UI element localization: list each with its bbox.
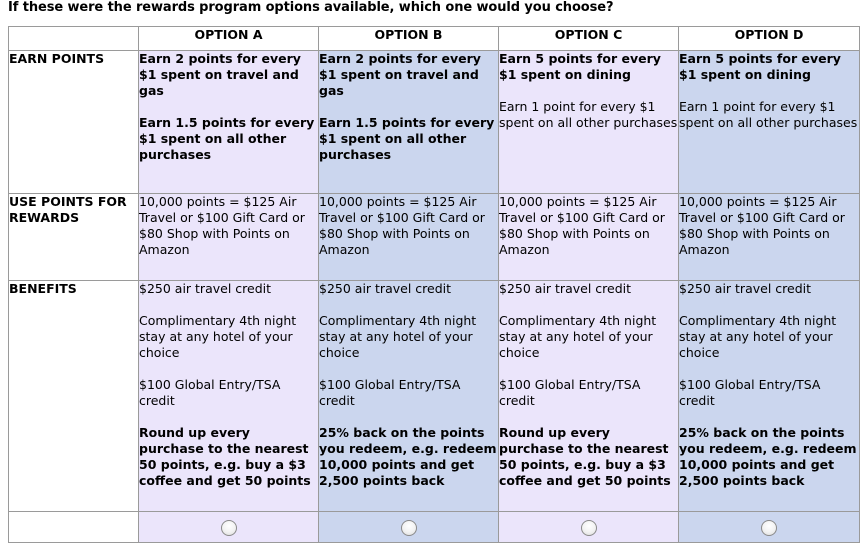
selection-row — [9, 512, 860, 543]
option-b-benefit-travel-credit: $250 air travel credit — [319, 281, 452, 296]
option-c-benefit-hotel-night: Complimentary 4th night stay at any hotel of your choice — [499, 313, 657, 360]
option-b-earn-cell — [319, 51, 499, 194]
option-a-radio-cell — [139, 512, 319, 543]
option-d-header: OPTION D — [679, 27, 860, 51]
option-d-benefit-hotel-night: Complimentary 4th night stay at any hotel of your choice — [679, 313, 837, 360]
option-d-benefits-cell — [679, 281, 860, 512]
option-b-header: OPTION B — [319, 27, 499, 51]
option-c-earn-cell — [499, 51, 679, 194]
options-grid — [8, 26, 860, 543]
use-points-label: USE POINTS FOR REWARDS — [9, 194, 139, 281]
option-d-benefit-global-entry: $100 Global Entry/TSA credit — [679, 377, 821, 408]
option-d-earn-secondary: Earn 1 point for every $1 spent on all other purchases — [679, 99, 858, 130]
option-a-benefit-special: Round up every purchase to the nearest 50 points, e.g. buy a $3 coffee and get 50 points — [139, 425, 311, 488]
header-blank-cell — [9, 27, 139, 51]
option-d-use-cell — [679, 194, 860, 281]
option-b-benefits-cell — [319, 281, 499, 512]
option-a-benefit-global-entry: $100 Global Entry/TSA credit — [139, 377, 281, 408]
benefits-row — [9, 281, 860, 512]
earn-points-label: EARN POINTS — [9, 51, 139, 194]
option-a-earn-secondary: Earn 1.5 points for every $1 spent on all other purchases — [139, 115, 315, 162]
option-a-benefit-travel-credit: $250 air travel credit — [139, 281, 272, 296]
option-a-benefits-cell — [139, 281, 319, 512]
option-c-header: OPTION C — [499, 27, 679, 51]
option-b-use-text: 10,000 points = $125 Air Travel or $100 Gift Card or $80 Shop with Points on Amazon — [319, 194, 485, 257]
option-c-benefit-global-entry: $100 Global Entry/TSA credit — [499, 377, 641, 408]
option-d-radio-cell — [679, 512, 860, 543]
option-a-earn-primary: Earn 2 points for every $1 spent on travel and gas — [139, 51, 301, 98]
option-b-earn-primary: Earn 2 points for every $1 spent on travel and gas — [319, 51, 481, 98]
option-d-benefit-travel-credit: $250 air travel credit — [679, 281, 812, 296]
question-text: If these were the rewards program options available, which one would you choose? — [8, 0, 614, 15]
option-a-header: OPTION A — [139, 27, 319, 51]
option-d-earn-primary: Earn 5 points for every $1 spent on dining — [679, 51, 841, 82]
option-b-benefit-special: 25% back on the points you redeem, e.g. redeem 10,000 points and get 2,500 points back — [319, 425, 497, 488]
option-b-radio-cell — [319, 512, 499, 543]
option-d-radio[interactable] — [761, 520, 777, 536]
option-c-benefit-travel-credit: $250 air travel credit — [499, 281, 632, 296]
header-row — [9, 27, 860, 51]
option-c-benefit-special: Round up every purchase to the nearest 50 points, e.g. buy a $3 coffee and get 50 points — [499, 425, 671, 488]
option-c-radio[interactable] — [581, 520, 597, 536]
option-a-earn-cell — [139, 51, 319, 194]
option-d-benefit-special: 25% back on the points you redeem, e.g. redeem 10,000 points and get 2,500 points back — [679, 425, 857, 488]
option-c-use-text: 10,000 points = $125 Air Travel or $100 Gift Card or $80 Shop with Points on Amazon — [499, 194, 665, 257]
option-a-benefit-hotel-night: Complimentary 4th night stay at any hotel of your choice — [139, 313, 297, 360]
option-a-radio[interactable] — [221, 520, 237, 536]
option-c-benefits-cell — [499, 281, 679, 512]
earn-points-row — [9, 51, 860, 194]
option-a-use-cell — [139, 194, 319, 281]
use-points-row — [9, 194, 860, 281]
option-d-use-text: 10,000 points = $125 Air Travel or $100 Gift Card or $80 Shop with Points on Amazon — [679, 194, 845, 257]
option-c-earn-primary: Earn 5 points for every $1 spent on dining — [499, 51, 661, 82]
option-b-earn-secondary: Earn 1.5 points for every $1 spent on all other purchases — [319, 115, 495, 162]
selection-blank-cell — [9, 512, 139, 543]
option-c-use-cell — [499, 194, 679, 281]
option-b-radio[interactable] — [401, 520, 417, 536]
option-a-use-text: 10,000 points = $125 Air Travel or $100 Gift Card or $80 Shop with Points on Amazon — [139, 194, 305, 257]
option-b-benefit-hotel-night: Complimentary 4th night stay at any hotel of your choice — [319, 313, 477, 360]
option-b-use-cell — [319, 194, 499, 281]
benefits-label: BENEFITS — [9, 281, 139, 512]
option-b-benefit-global-entry: $100 Global Entry/TSA credit — [319, 377, 461, 408]
option-d-earn-cell — [679, 51, 860, 194]
option-c-earn-secondary: Earn 1 point for every $1 spent on all other purchases — [499, 99, 678, 130]
option-c-radio-cell — [499, 512, 679, 543]
